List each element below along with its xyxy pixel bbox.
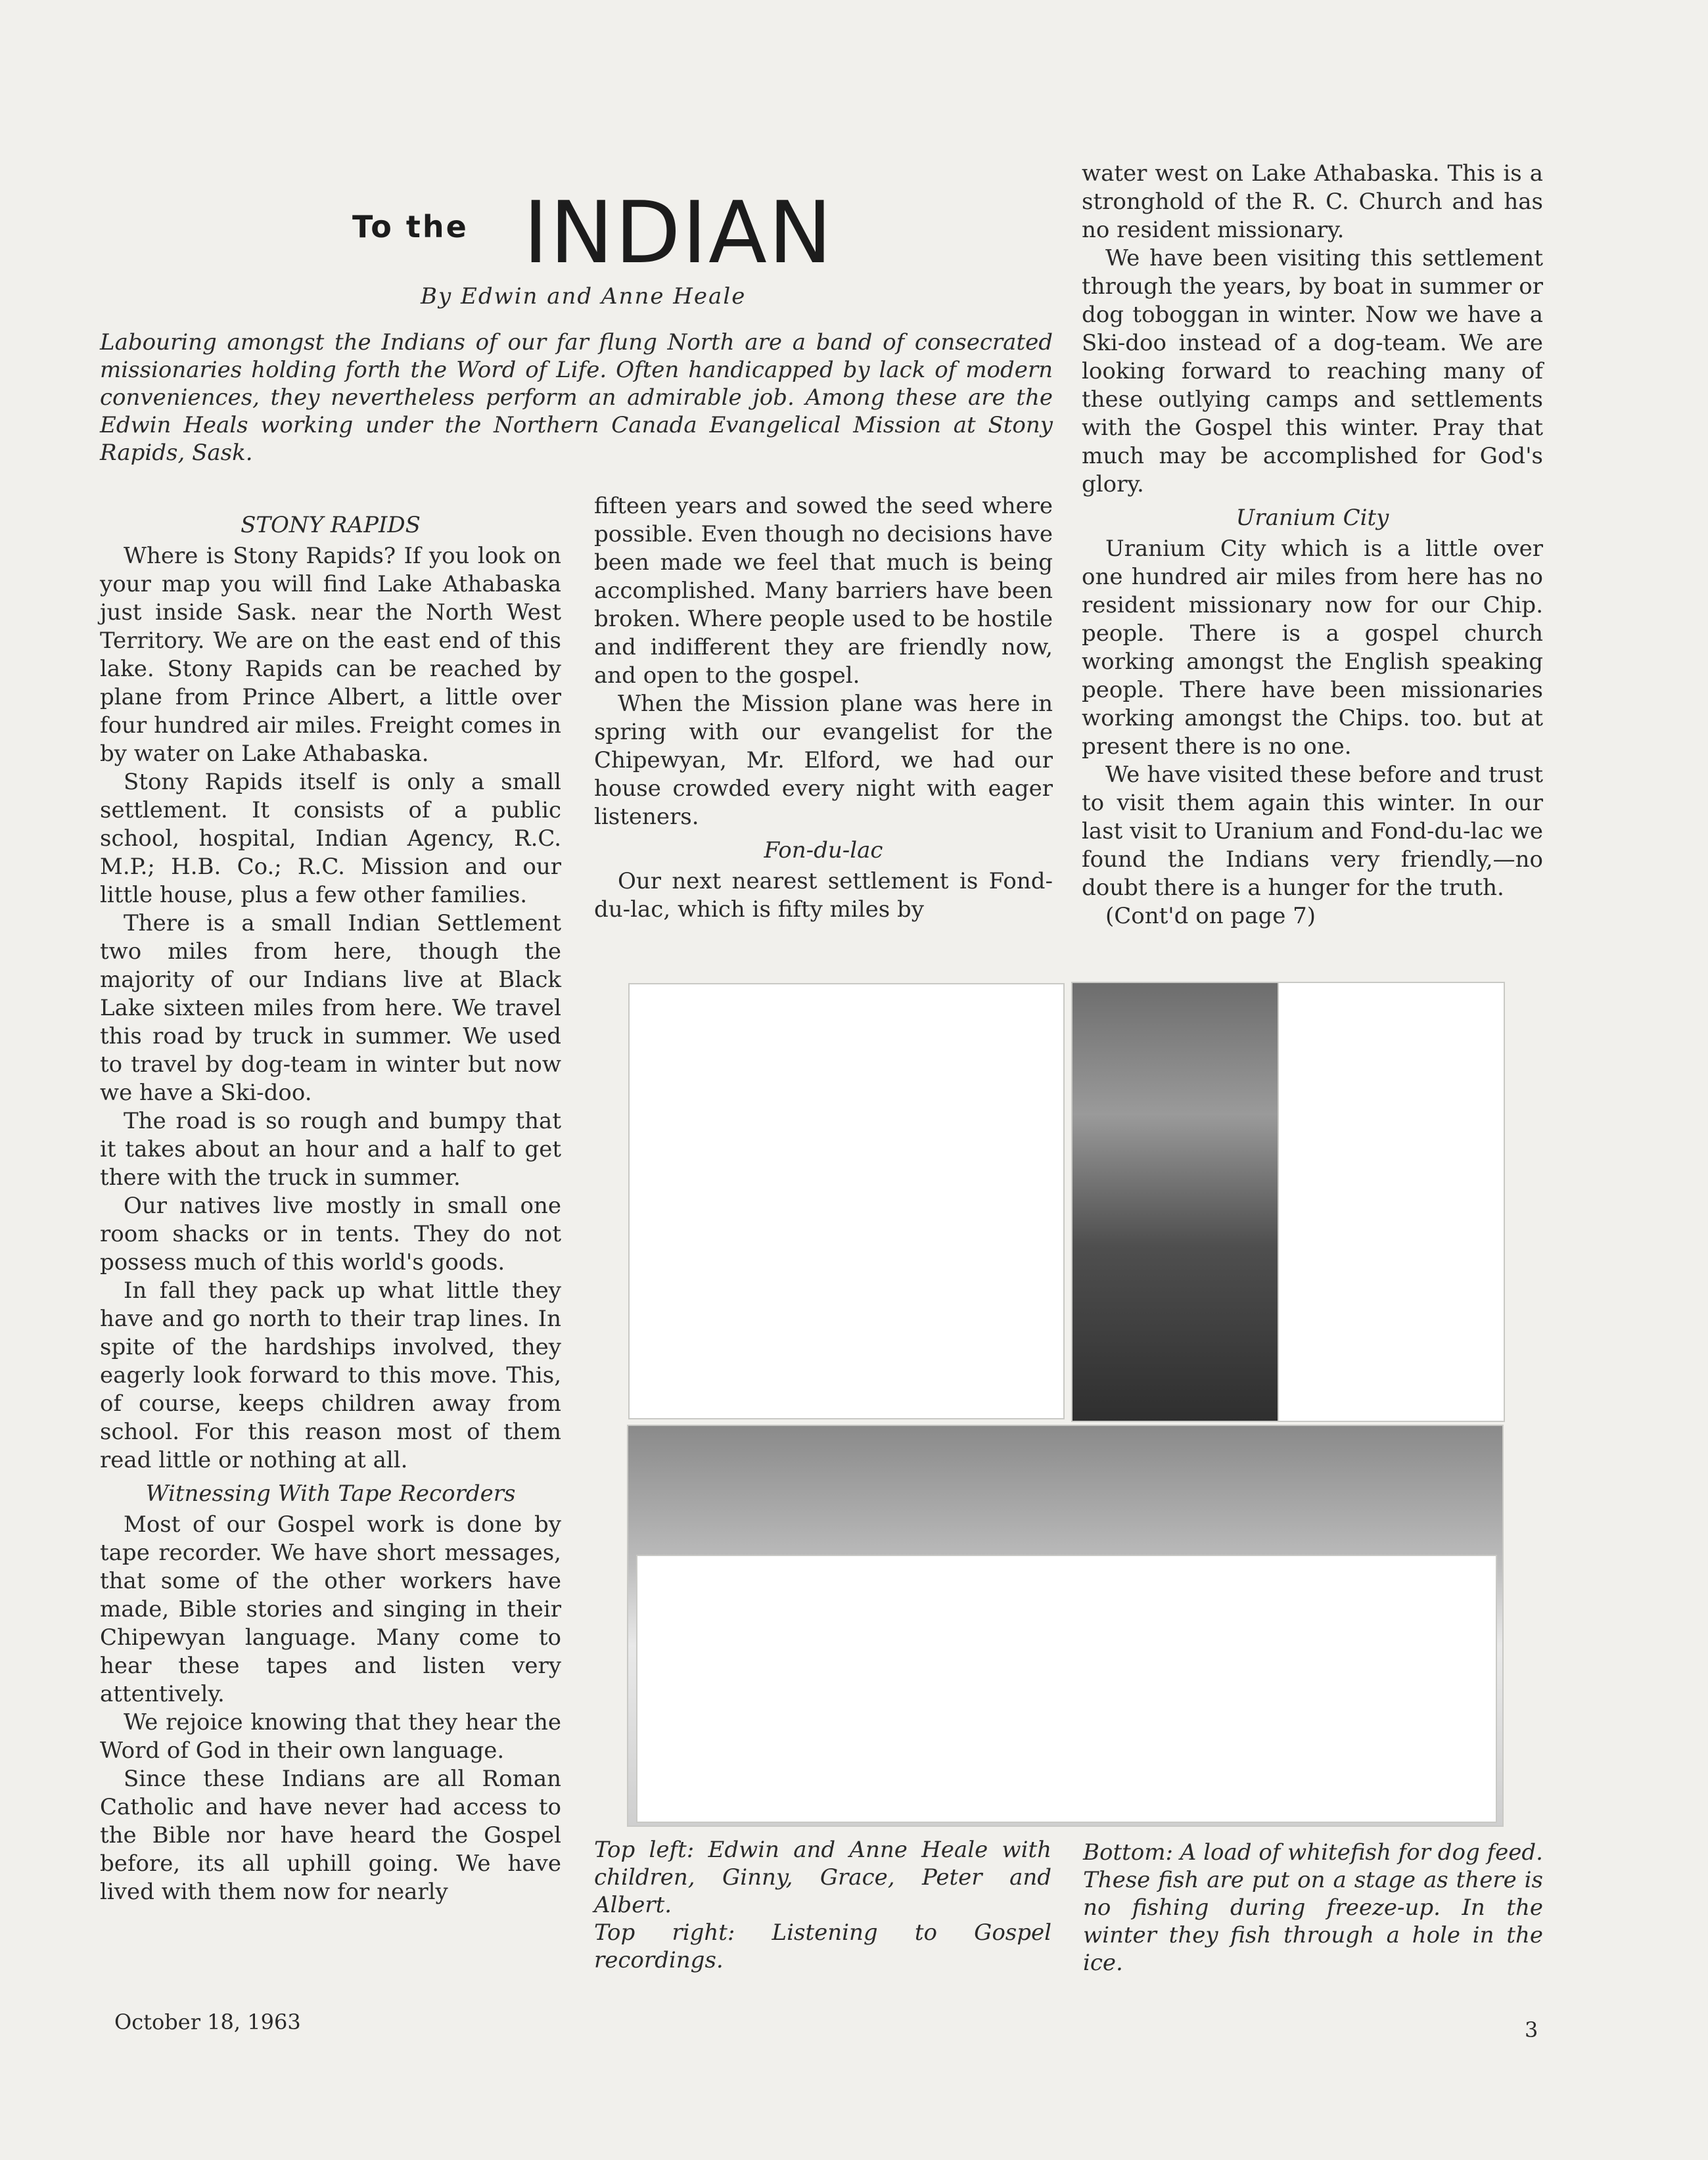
paragraph: Where is Stony Rapids? If you look on your map you will find Lake Athabaska just inside Sask. near the North West Territory. We are on the east end of this lake. Stony Rapids can be reached by plane from Prince Albert, a little over four hundred air miles. Freight comes in by water on Lake Athabaska. <box>100 543 561 767</box>
page-title: INDIAN <box>523 183 834 283</box>
paragraph: We rejoice knowing that they hear the Word of God in their own language. <box>100 1709 561 1764</box>
caption-bottom: Bottom: A load of whitefish for dog feed. These fish are put on a stage as there is no fishing during freeze-up. In the winter they fish through a hole in the ice. <box>1083 1839 1543 1976</box>
paragraph: Uranium City which is a little over one hundred air miles from here has no resident missionary now for our Chip. people. There is a gospel church working amongst the English speaking people. There have been missionaries working amongst the Chips. too. but at present there is no one. <box>1082 536 1543 760</box>
photo-top-right <box>1071 982 1279 1422</box>
title-prefix: To the <box>352 209 469 244</box>
page-number: 3 <box>1525 2017 1538 2042</box>
paragraph: Our next nearest settlement is Fond-du-lac, which is fifty miles by <box>594 868 1053 923</box>
paragraph: Most of our Gospel work is done by tape recorder. We have short messages, that some of the other workers have made, Bible stories and singing in their Chipewyan language. Many come to hear these tapes and listen very attentively. <box>100 1511 561 1707</box>
footer-date: October 18, 1963 <box>114 2010 301 2034</box>
paragraph: fifteen years and sowed the seed where possible. Even though no decisions have been made we feel that much is being accomplished. Many barriers have been broken. Where people used to be hostile and indifferent they are friendly now, and open to the gospel. <box>594 493 1053 689</box>
paragraph: Our natives live mostly in small one room shacks or in tents. They do not possess much of this world's goods. <box>100 1193 561 1275</box>
paragraph: Since these Indians are all Roman Catholic and have never had access to the Bible nor have heard the Gospel before, its all uphill going. We have lived with them now for nearly <box>100 1766 561 1905</box>
column-1 <box>100 506 561 1906</box>
paragraph: We have visited these before and trust to visit them again this winter. In our last visit to Uranium and Fond-du-lac we found the Indians very friendly,—no doubt there is a hunger for the truth. <box>1082 762 1543 901</box>
continuation-note: (Cont'd on page 7) <box>1105 903 1316 929</box>
byline: By Edwin and Anne Heale <box>421 283 747 310</box>
paragraph: When the Mission plane was here in spring with our evangelist for the Chipewyan, Mr. Elford, we had our house crowded every night with eager listeners. <box>594 691 1053 830</box>
section-heading-uranium-city: Uranium City <box>1235 505 1389 531</box>
photo-top-left <box>628 983 1065 1419</box>
photo-bottom-redacted <box>636 1555 1497 1823</box>
column-2 <box>594 492 1053 924</box>
paragraph: We have been visiting this settlement through the years, by boat in summer or dog toboggan in winter. Now we have a Ski-doo instead of a dog-team. We are looking forward to reaching many of these outlying camps and settlements with the Gospel this winter. Pray that much may be accomplished for God's glory. <box>1082 245 1543 497</box>
section-heading-fon-du-lac: Fon-du-lac <box>764 837 883 863</box>
caption-left <box>594 1836 1051 1974</box>
caption-top-right: Top right: Listening to Gospel recordings. <box>594 1919 1051 1973</box>
section-heading-tape-recorders: Witnessing With Tape Recorders <box>145 1481 516 1507</box>
paragraph: There is a small Indian Settlement two miles from here, though the majority of our Indians live at Black Lake sixteen miles from here. We travel this road by truck in summer. We used to travel by dog-team in winter but now we have a Ski-doo. <box>100 910 561 1106</box>
column-3 <box>1082 160 1543 931</box>
paragraph: The road is so rough and bumpy that it takes about an hour and a half to get there with the truck in summer. <box>100 1108 561 1191</box>
caption-right <box>1083 1839 1543 1977</box>
intro-paragraph: Labouring amongst the Indians of our far flung North are a band of consecrated missionaries holding forth the Word of Life. Often handicapped by lack of modern conveniences, they nevertheless perform an admirable job. Among these are the Edwin Heals working under the Northern Canada Evangelical Mission at Stony Rapids, Sask. <box>100 329 1053 466</box>
paragraph: In fall they pack up what little they have and go north to their trap lines. In spite of the hardships involved, they eagerly look forward to this move. This, of course, keeps children away from school. For this reason most of them read little or nothing at all. <box>100 1277 561 1473</box>
paragraph: Stony Rapids itself is only a small settlement. It consists of a public school, hospital, Indian Agency, R.C. M.P.; H.B. Co.; R.C. Mission and our little house, plus a few other families. <box>100 769 561 908</box>
caption-top-left: Top left: Edwin and Anne Heale with children, Ginny, Grace, Peter and Albert. <box>594 1837 1051 1918</box>
photo-top-right-redacted <box>1278 982 1505 1422</box>
section-heading-stony-rapids: STONY RAPIDS <box>241 512 421 538</box>
paragraph: water west on Lake Athabaska. This is a stronghold of the R. C. Church and has no resident missionary. <box>1082 160 1543 243</box>
